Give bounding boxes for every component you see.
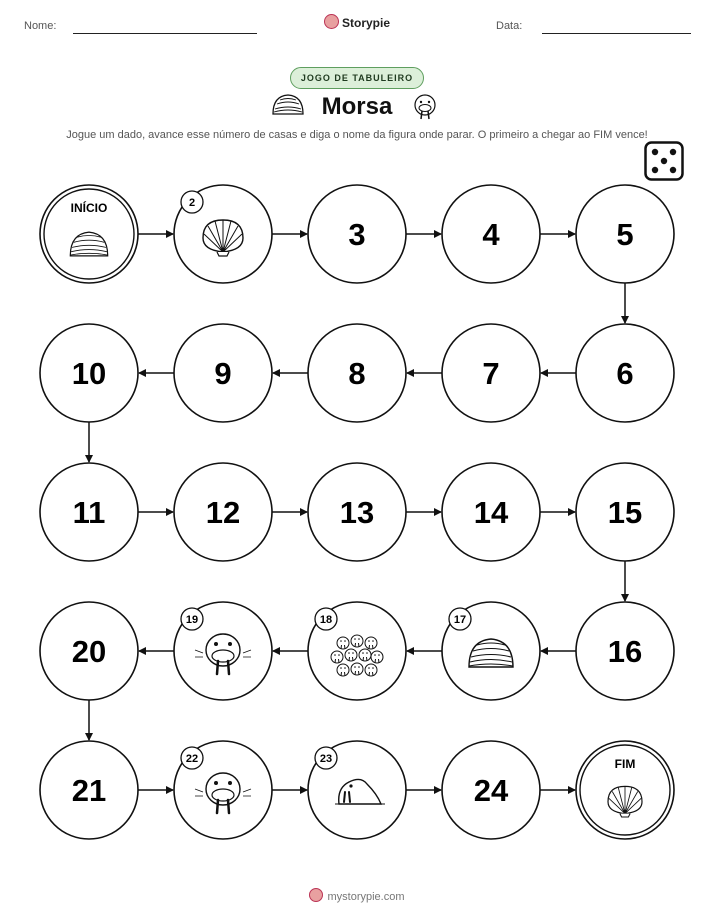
board-space-6	[576, 324, 674, 422]
game-type-badge: JOGO DE TABULEIRO	[290, 67, 424, 89]
space-number: 17	[453, 614, 467, 626]
board-space-11	[40, 463, 138, 561]
board-space-22	[174, 741, 272, 839]
space-number: 14	[473, 495, 509, 530]
end-label: FIM	[614, 757, 636, 771]
board-space-5	[576, 185, 674, 283]
board-space-4	[442, 185, 540, 283]
space-number: 10	[71, 356, 107, 391]
date-label: Data:	[496, 20, 523, 32]
board-space-7	[442, 324, 540, 422]
space-number: 9	[214, 356, 232, 391]
start-label: INÍCIO	[70, 201, 108, 215]
space-number: 21	[71, 773, 107, 808]
space-number: 2	[188, 197, 196, 209]
space-number: 8	[348, 356, 366, 391]
board-space-23	[308, 741, 406, 839]
space-number: 5	[616, 217, 634, 252]
space-number: 7	[482, 356, 500, 391]
space-number: 19	[185, 614, 199, 626]
board-space-9	[174, 324, 272, 422]
board-space-24	[442, 741, 540, 839]
board-space-8	[308, 324, 406, 422]
space-number: 18	[319, 614, 333, 626]
board-space-20	[40, 602, 138, 700]
space-number: 11	[72, 495, 106, 530]
board-space-16	[576, 602, 674, 700]
board-space-13	[308, 463, 406, 561]
space-number: 4	[482, 217, 500, 252]
board-space-1	[40, 185, 138, 283]
space-number: 13	[339, 495, 375, 530]
space-number: 22	[185, 753, 199, 765]
space-number: 23	[319, 753, 333, 765]
board-space-19	[174, 602, 272, 700]
board-space-3	[308, 185, 406, 283]
board-space-14	[442, 463, 540, 561]
board-space-12	[174, 463, 272, 561]
space-number: 16	[607, 634, 643, 669]
board-space-25	[576, 741, 674, 839]
page-title: Morsa	[321, 93, 393, 120]
board-space-10	[40, 324, 138, 422]
board-space-17	[442, 602, 540, 700]
space-number: 12	[205, 495, 241, 530]
board-space-21	[40, 741, 138, 839]
space-number: 6	[616, 356, 634, 391]
space-number: 24	[473, 773, 509, 808]
brand-name: Storypie	[341, 16, 390, 30]
footer-url[interactable]: mystorypie.com	[327, 891, 405, 903]
board-space-15	[576, 463, 674, 561]
instructions: Jogue um dado, avance esse número de casas e diga o nome da figura onde parar. O primeiro a chegar ao FIM vence!	[66, 129, 648, 141]
footer	[0, 888, 714, 903]
space-number: 3	[348, 217, 366, 252]
storypie-logo-icon	[309, 888, 323, 902]
board-space-18	[308, 602, 406, 700]
walrus-herd-icon	[331, 635, 383, 676]
space-number: 20	[71, 634, 107, 669]
space-number: 15	[607, 495, 643, 530]
name-label: Nome:	[24, 20, 57, 32]
board-space-2	[174, 185, 272, 283]
